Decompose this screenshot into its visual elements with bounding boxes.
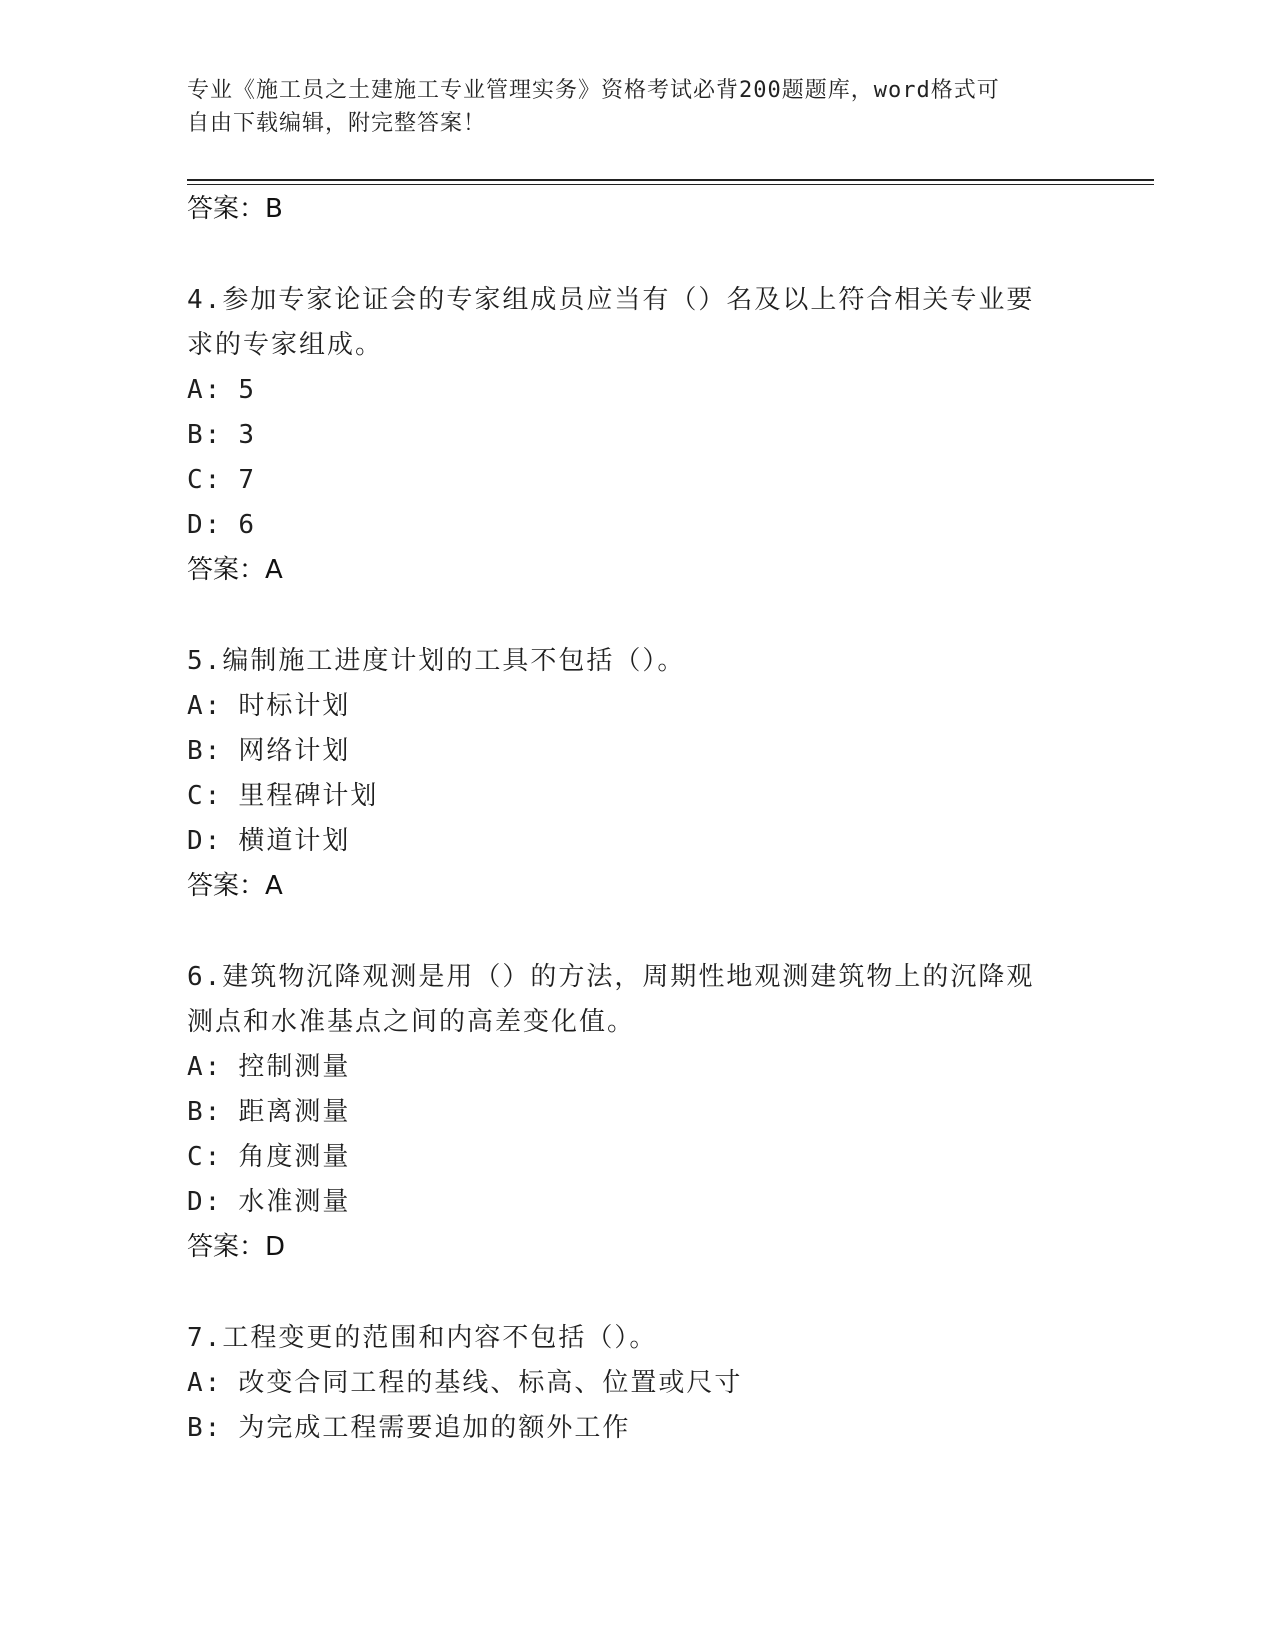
question-number: 6.: [187, 962, 223, 992]
header-line-1: 专业《施工员之土建施工专业管理实务》资格考试必背200题题库，word格式可: [187, 78, 1000, 103]
question-number: 5.: [187, 646, 223, 676]
option-b: [187, 413, 1067, 458]
option-key: C:: [187, 1142, 223, 1172]
option-text: 网络计划: [238, 736, 351, 766]
answer-value: A: [265, 871, 283, 901]
answer-label: 答案：: [187, 555, 266, 585]
answer-label: 答案：: [187, 194, 266, 224]
option-a: [187, 1045, 1067, 1090]
option-key: C:: [187, 465, 223, 495]
answer-value: B: [265, 194, 283, 224]
answer-label: 答案：: [187, 871, 266, 901]
option-d: [187, 819, 1067, 864]
spacer: [187, 232, 1067, 278]
answer-label: 答案：: [187, 1232, 266, 1262]
spacer: [187, 1270, 1067, 1316]
option-text: 5: [238, 375, 256, 405]
option-text: 距离测量: [238, 1097, 351, 1127]
option-a: [187, 368, 1067, 413]
option-text: 3: [238, 420, 256, 450]
option-text: 7: [238, 465, 256, 495]
option-text: 改变合同工程的基线、标高、位置或尺寸: [238, 1368, 743, 1398]
question-stem-line-1: 参加专家论证会的专家组成员应当有（）名及以上符合相关专业要: [222, 285, 1035, 315]
answer-line: [187, 864, 1067, 909]
option-key: D:: [187, 1187, 223, 1217]
spacer: [187, 909, 1067, 955]
question-stem-line-1: 工程变更的范围和内容不包括（）。: [222, 1323, 658, 1353]
option-key: C:: [187, 781, 223, 811]
option-c: [187, 458, 1067, 503]
option-key: D:: [187, 510, 223, 540]
question-number: 4.: [187, 285, 223, 315]
question-item: [187, 639, 1067, 909]
question-text: [187, 1316, 1067, 1361]
option-text: 横道计划: [238, 826, 351, 856]
question-item: [187, 955, 1067, 1270]
option-text: 为完成工程需要追加的额外工作: [238, 1413, 631, 1443]
option-key: A:: [187, 1052, 223, 1082]
option-key: B:: [187, 1413, 223, 1443]
question-item: [187, 278, 1067, 593]
option-text: 里程碑计划: [238, 781, 379, 811]
question-list: [187, 187, 1067, 1451]
answer-value: A: [265, 555, 283, 585]
option-key: D:: [187, 826, 223, 856]
answer-line: [187, 187, 1067, 232]
document-header: [187, 74, 1067, 140]
spacer: [187, 593, 1067, 639]
option-key: A:: [187, 691, 223, 721]
question-text: [187, 278, 1067, 323]
header-divider-thin: [187, 184, 1154, 185]
option-text: 6: [238, 510, 256, 540]
option-key: B:: [187, 420, 223, 450]
option-key: B:: [187, 1097, 223, 1127]
answer-line: [187, 1225, 1067, 1270]
option-a: [187, 1361, 1067, 1406]
header-divider: [187, 179, 1154, 181]
question-stem-line-2: 求的专家组成。: [187, 330, 384, 360]
question-stem-line-1: 建筑物沉降观测是用（）的方法，周期性地观测建筑物上的沉降观: [222, 962, 1035, 992]
option-key: B:: [187, 736, 223, 766]
question-text: [187, 639, 1067, 684]
question-stem-line-2: 测点和水准基点之间的高差变化值。: [187, 1007, 636, 1037]
header-line-2: 自由下载编辑，附完整答案！: [187, 111, 487, 136]
question-item: [187, 1316, 1067, 1451]
option-b: [187, 729, 1067, 774]
question-stem-line-1: 编制施工进度计划的工具不包括（）。: [222, 646, 686, 676]
option-d: [187, 1180, 1067, 1225]
option-a: [187, 684, 1067, 729]
option-b: [187, 1406, 1067, 1451]
option-text: 控制测量: [238, 1052, 351, 1082]
option-c: [187, 1135, 1067, 1180]
option-c: [187, 774, 1067, 819]
option-b: [187, 1090, 1067, 1135]
answer-line: [187, 548, 1067, 593]
option-text: 角度测量: [238, 1142, 351, 1172]
answer-value: D: [265, 1232, 286, 1262]
option-key: A:: [187, 1368, 223, 1398]
question-number: 7.: [187, 1323, 223, 1353]
option-d: [187, 503, 1067, 548]
option-text: 时标计划: [238, 691, 351, 721]
question-text: [187, 955, 1067, 1000]
option-text: 水准测量: [238, 1187, 351, 1217]
option-key: A:: [187, 375, 223, 405]
